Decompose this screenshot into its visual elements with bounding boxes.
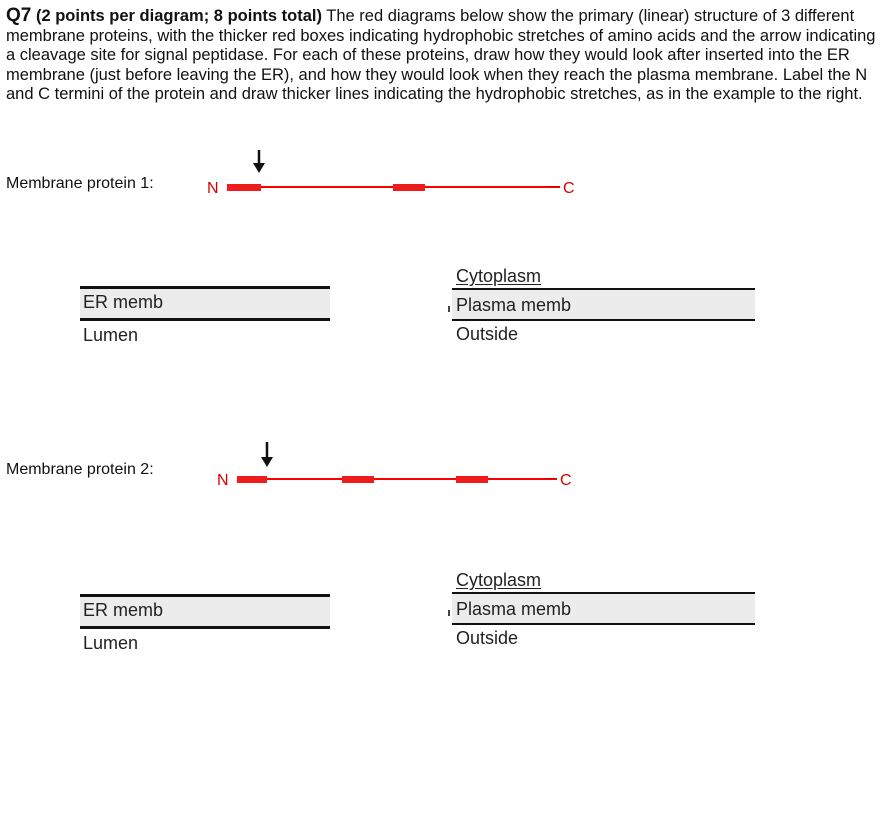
- lumen-label: Lumen: [83, 633, 139, 653]
- plasma-membrane-label: Plasma memb: [456, 295, 572, 315]
- er-membrane-label: ER memb: [83, 600, 164, 620]
- hydrophobic-segment: [237, 476, 267, 483]
- outside-label: Outside: [456, 628, 519, 648]
- c-terminus-dash: [548, 186, 560, 187]
- membrane-tick: [448, 610, 450, 616]
- lumen-label: Lumen: [83, 325, 139, 345]
- question-number: Q7: [6, 5, 32, 26]
- cytoplasm-label: Cytoplasm: [456, 570, 542, 590]
- hydrophobic-segment: [456, 476, 488, 483]
- protein-2-label: Membrane protein 2:: [6, 461, 154, 478]
- plasma-membrane-label: Plasma memb: [456, 599, 572, 619]
- hydrophobic-segment: [393, 184, 425, 191]
- protein-1-label: Membrane protein 1:: [6, 175, 154, 192]
- n-terminus-label: N: [207, 180, 219, 197]
- protein-backbone: [267, 478, 557, 480]
- c-terminus-dash: [545, 478, 557, 479]
- question-body: The red diagrams below show the primary (linear) structure of 3 different membrane proteins, with the thicker red boxes indicating hydrophobic stretches of amino acids and the arrow indicating a cleavage site for signal peptidase. For each of these proteins, draw how they would look after inserted into the ER membrane (just before leaving the ER), and how they would look when they reach the plasma membrane. Label the N and C termini of the protein and draw thicker lines indicating the hydrophobic stretches, as in the example to the right.: [6, 7, 876, 104]
- outside-label: Outside: [456, 324, 519, 344]
- cleavage-arrow-icon: [260, 442, 274, 468]
- membrane-tick: [448, 306, 450, 312]
- c-terminus-label: C: [560, 472, 572, 489]
- c-terminus-label: C: [563, 180, 575, 197]
- cytoplasm-label: Cytoplasm: [456, 266, 542, 286]
- hydrophobic-segment: [342, 476, 374, 483]
- question-text: [6, 6, 878, 105]
- hydrophobic-segment: [227, 184, 261, 191]
- cleavage-arrow-icon: [252, 150, 266, 174]
- n-terminus-label: N: [217, 472, 229, 489]
- er-membrane-label: ER memb: [83, 292, 164, 312]
- question-points: (2 points per diagram; 8 points total): [35, 7, 322, 25]
